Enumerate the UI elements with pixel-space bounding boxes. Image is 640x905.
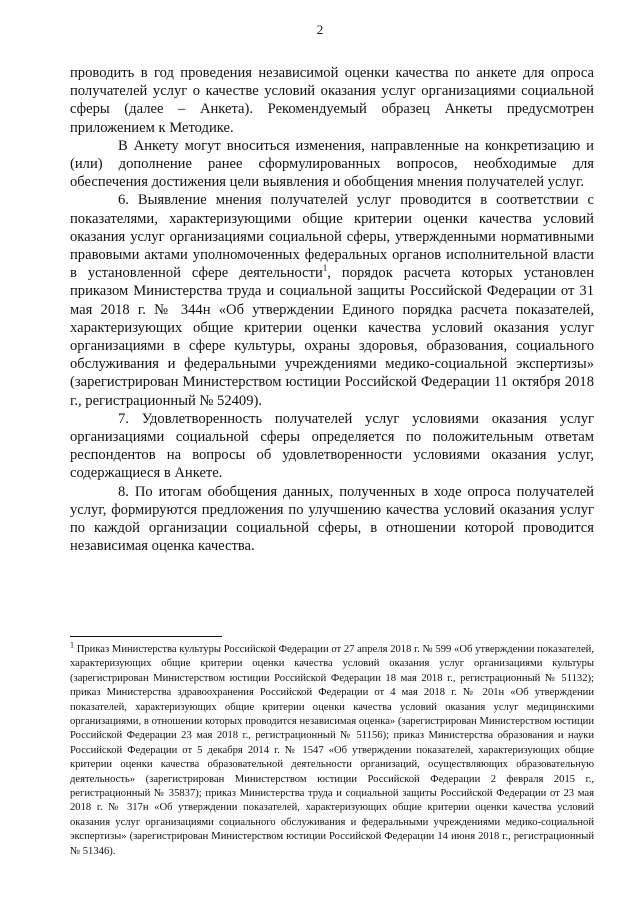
paragraph-item-6-part-1: 6. Выявление мнения получателей услуг проводится в соответствии с показателями, характеризующими общие критерии оценки качества условий оказания услуг организациями социальной сферы, утвержденными нормативными правовыми актами уполномоченных федеральных органов исполнительной власти в установленной сфере деятельности — [70, 192, 594, 282]
footnote — [70, 640, 594, 859]
footnote-divider — [70, 636, 222, 637]
footnote-mark: 1 — [70, 640, 74, 650]
footnote-text — [70, 640, 594, 859]
document-body — [70, 64, 594, 555]
paragraph-continuation: проводить в год проведения независимой оценки качества по анкете для опроса получателей услуг о качестве условий оказания услуг организациями социальной сферы (далее – Анкета). Рекомендуемый образец Анкеты предусмотрен приложением к Методике. — [70, 65, 594, 136]
footnote-body: Приказ Министерства культуры Российской Федерации от 27 апреля 2018 г. № 599 «Об утверждении показателей, характеризующих общие критерии оценки качества условий оказания услуг организациями культуры (зарегистрирован Министерством юстиции Российской Федерации 18 мая 2018 г., регистрационный № 51132); приказ Министерства здравоохранения Российской Федерации от 4 мая 2018 г. № 201н «Об утверждении показателей, характеризующих общие критерии оценки качества условий оказания услуг медицинскими организациями, в отношении которых проводится независимая оценка» (зарегистрирован Министерством юстиции Российской Федерации 23 мая 2018 г., регистрационный № 51156); приказ Министерства образования и науки Российской Федерации от 5 декабря 2014 г. № 1547 «Об утверждении показателей, характеризующих общие критерии оценки качества образовательной деятельности организаций, осуществляющих образовательную деятельность» (зарегистрирован Министерством юстиции Российской Федерации 2 февраля 2015 г., регистрационный № 35837); приказ Министерства труда и социальной защиты Российской Федерации от 23 мая 2018 г. № 317н «Об утверждении показателей, характеризующих общие критерии оценки качества условий оказания услуг организациями социального обслуживания и федеральными учреждениями медико-социальной экспертизы» (зарегистрирован Министерством юстиции Российской Федерации 14 июня 2018 г., регистрационный № 51346). — [70, 644, 594, 857]
paragraph-questionnaire-changes: В Анкету могут вноситься изменения, направленные на конкретизацию и (или) дополнение ранее сформулированных вопросов, необходимые для обеспечения достижения цели выявления и обобщения мнения получателей услуг. — [70, 137, 594, 191]
paragraph-item-6-part-2: , порядок расчета которых установлен приказом Министерства труда и социальной защиты Российской Федерации от 31 мая 2018 г. № 344н «Об утверждении Единого порядка расчета показателей, характеризующих общие критерии оценки качества условий оказания услуг организациями в сфере культуры, охраны здоровья, образования, социального обслуживания и федеральными учреждениями медико-социальной экспертизы» (зарегистрирован Министерством юстиции Российской Федерации 11 октября 2018 г., регистрационный № 52409). — [70, 265, 595, 409]
paragraph-item-8: 8. По итогам обобщения данных, полученных в ходе опроса получателей услуг, формируются предложения по улучшению качества условий оказания услуг по каждой организации социальной сферы, в отношении которой проводится независимая оценка качества. — [70, 483, 594, 555]
page-number: 2 — [316, 22, 324, 37]
footnote-reference[interactable]: 1 — [322, 263, 328, 274]
paragraph-item-6 — [70, 191, 594, 409]
paragraph-item-7: 7. Удовлетворенность получателей услуг условиями оказания услуг организациями социальной сферы определяется по положительным ответам респондентов на вопросы об удовлетворенности условиями оказания услуг, содержащиеся в Анкете. — [70, 410, 594, 482]
